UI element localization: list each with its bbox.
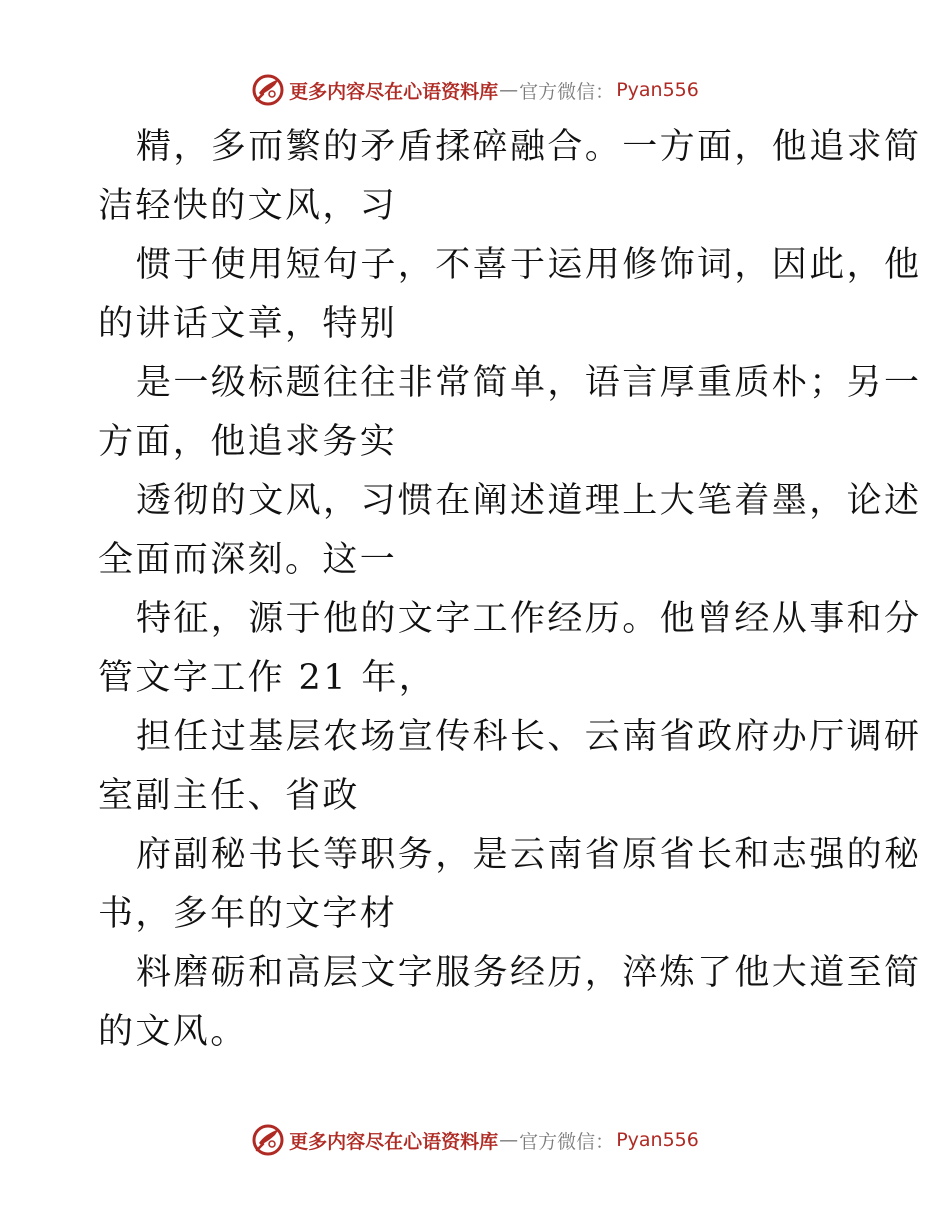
header-banner (0, 70, 950, 110)
text-line: 府副秘书长等职务，是云南省原省长和志强的秘 (136, 835, 922, 875)
text-line: 的讲话文章，特别 (98, 304, 398, 344)
footer-banner (0, 1120, 950, 1160)
text-line: 料磨砺和高层文字服务经历，淬炼了他大道至简 (136, 953, 922, 993)
pen-logo-icon (251, 1123, 285, 1157)
wechat-id: Pyan556 (616, 1129, 699, 1151)
text-line: 是一级标题往往非常简单，语言厚重质朴；另一 (136, 363, 922, 403)
text-line: 洁轻快的文风，习 (98, 186, 398, 226)
text-line: 的文风。 (98, 1012, 248, 1052)
text-line: 室副主任、省政 (98, 776, 360, 816)
text-line: 特征，源于他的文字工作经历。他曾经从事和分 (136, 599, 922, 639)
text-line: 透彻的文风，习惯在阐述道理上大笔着墨，论述 (136, 481, 922, 521)
text-line: 书，多年的文字材 (98, 894, 398, 934)
title-separator: — (499, 1129, 519, 1151)
body-text (98, 118, 922, 1062)
wechat-id: Pyan556 (616, 79, 699, 101)
pen-logo-icon (251, 73, 285, 107)
site-title: 更多内容尽在心语资料库 (289, 1130, 499, 1153)
wechat-label: 官方微信： (519, 80, 615, 103)
wechat-label: 官方微信： (519, 1130, 615, 1153)
text-line: 惯于使用短句子，不喜于运用修饰词，因此，他 (136, 245, 922, 285)
text-line: 管文字工作 21 年， (98, 658, 437, 698)
text-line: 担任过基层农场宣传科长、云南省政府办厅调研 (136, 717, 922, 757)
text-line: 方面，他追求务实 (98, 422, 398, 462)
text-line: 全面而深刻。这一 (98, 540, 398, 580)
site-title: 更多内容尽在心语资料库 (289, 80, 499, 103)
title-separator: — (499, 79, 519, 101)
text-line: 精，多而繁的矛盾揉碎融合。一方面，他追求简 (136, 127, 922, 167)
